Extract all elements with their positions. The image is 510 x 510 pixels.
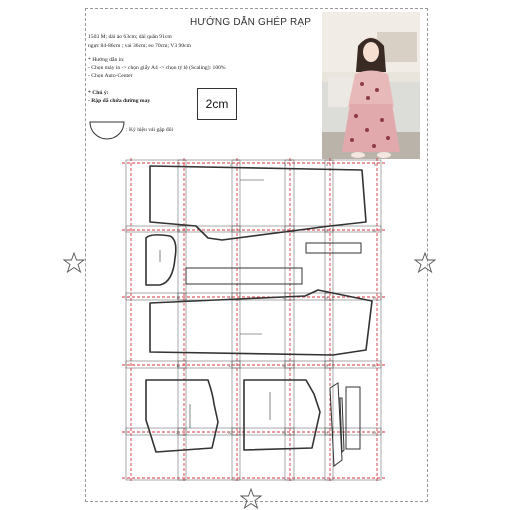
print-guide-step-1: - Chọn máy in -> chọn giấy A4 -> chọn tỷ lệ (Scaling): 100% bbox=[88, 65, 226, 71]
page-number: 10 bbox=[372, 229, 376, 233]
page-number: 3 bbox=[284, 163, 286, 167]
page-number: 24 bbox=[324, 431, 328, 435]
page-number: 9 bbox=[326, 229, 328, 233]
narrow-strip bbox=[340, 398, 344, 452]
page-number: 12 bbox=[228, 296, 232, 300]
fold-legend-text: : Ký hiệu vải gập đôi bbox=[126, 127, 174, 133]
bodice-back-piece bbox=[244, 380, 320, 450]
note-text: - Rập đã chứa đường may bbox=[88, 98, 151, 104]
strap-strip bbox=[346, 387, 360, 449]
page-number: 21 bbox=[176, 431, 180, 435]
page-number: 16 bbox=[176, 364, 180, 368]
page-number: 13 bbox=[282, 296, 286, 300]
print-guide-heading: * Hướng dẫn in: bbox=[88, 57, 125, 63]
print-guide-step-2: - Chọn Auto-Center bbox=[88, 73, 133, 79]
page-number: 23 bbox=[282, 431, 286, 435]
tie-strip bbox=[306, 243, 361, 253]
page-number: 19 bbox=[324, 364, 328, 368]
page-number: 1 bbox=[178, 163, 180, 167]
page-number: 18 bbox=[282, 364, 286, 368]
page-number: 14 bbox=[324, 296, 328, 300]
facing-strip bbox=[330, 383, 342, 466]
trouser-front-piece bbox=[150, 166, 366, 240]
page-number: 5 bbox=[374, 163, 376, 167]
page-number: 7 bbox=[230, 229, 232, 233]
note-heading: * Chú ý: bbox=[88, 90, 109, 96]
page-number: 15 bbox=[372, 296, 376, 300]
pattern-pieces bbox=[146, 166, 372, 452]
page-number: 8 bbox=[284, 229, 286, 233]
page-title: HƯỚNG DẪN GHÉP RẠP bbox=[190, 17, 312, 28]
page-number: 25 bbox=[372, 431, 376, 435]
page-number: 20 bbox=[372, 364, 376, 368]
waistband-strip bbox=[186, 268, 302, 284]
bodice-front-piece bbox=[146, 380, 218, 452]
page-number: 22 bbox=[228, 431, 232, 435]
specs-line-1: 1503 M; dài áo 63cm; dài quần 91cm bbox=[88, 34, 172, 40]
page-number: 17 bbox=[228, 364, 232, 368]
scale-reference-box: 2cm bbox=[197, 88, 237, 120]
grain-arrows bbox=[160, 180, 270, 428]
page-number: 4 bbox=[326, 163, 328, 167]
page-number: 11 bbox=[176, 296, 180, 300]
page-number: 6 bbox=[178, 229, 180, 233]
pocket-piece bbox=[146, 235, 176, 285]
page-number: 2 bbox=[230, 163, 232, 167]
specs-line-2: ngực 84-86cm ; vai 36cm; eo 70cm; V3 90cm bbox=[88, 43, 191, 49]
